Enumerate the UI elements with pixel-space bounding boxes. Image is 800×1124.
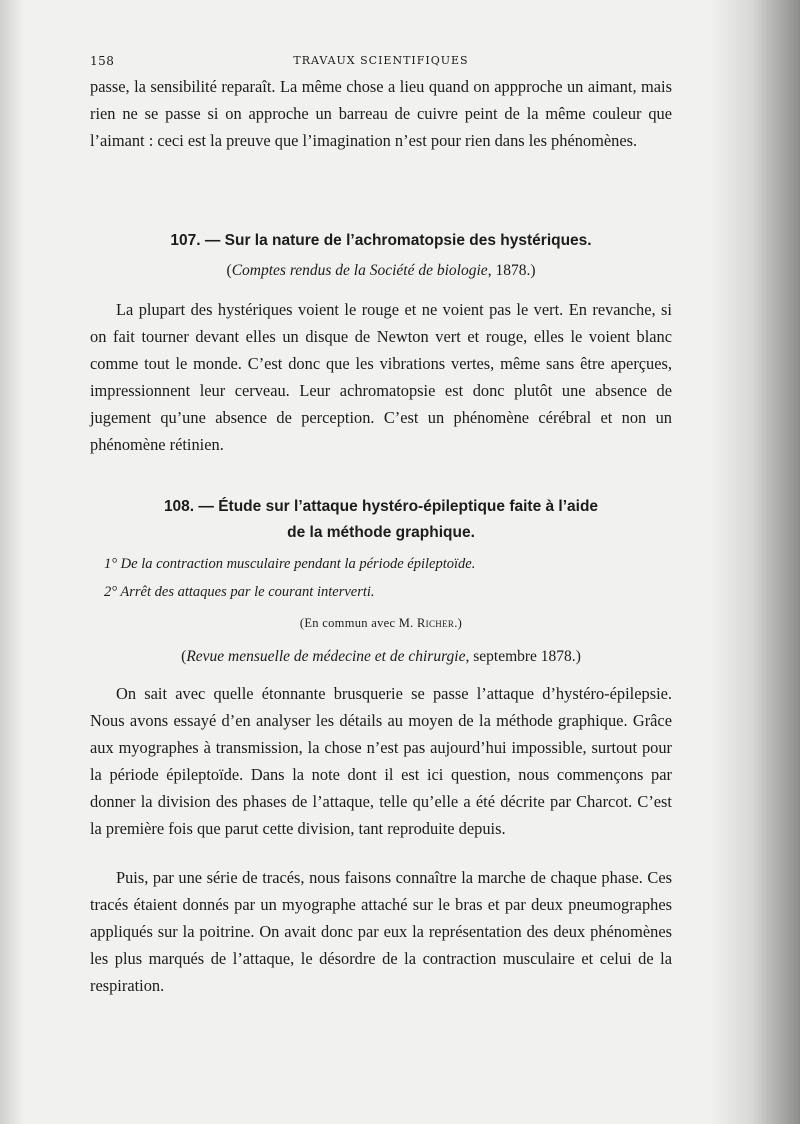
section-107-year: , 1878. [487,262,531,279]
section-107-paragraph: La plupart des hystériques voient le rouge et ne voient pas le vert. En revanche, si on fait tourner devant elles un disque de Newton vert et rouge, elles le voient blanc comme tout le monde. C’est donc que les vibrations vertes, même sans être aperçues, impressionnent leur cerveau. Leur achromatopsie est donc plutôt une absence de jugement qu’une absence de perception. C’est un phénomène cérébral et non un phénomène rétinien. [90,300,672,454]
page-number: 158 [90,54,115,68]
section-108-citation: (Revue mensuelle de médecine et de chirurgie, septembre 1878.) [181,648,581,665]
section-108-paragraph-2: Puis, par une série de tracés, nous faisons connaître la marche de chaque phase. Ces tracés étaient donnés par un myographe attaché sur le bras et par deux pneumographes appliqués sur la poitrine. On avait donc par eux la représentation des deux phénomènes les plus marqués de l’attaque, le désordre de la contraction musculaire et celui de la respiration. [90,868,672,995]
section-108-journal: Revue mensuelle de médecine et de chirurgie [186,648,466,665]
section-108-date: , septembre 1878. [465,648,576,665]
page-header [90,54,672,72]
section-107-title: 107. — Sur la nature de l’achromatopsie des hystériques. [170,232,592,249]
section-108-paragraph-1: On sait avec quelle étonnante brusquerie se passe l’attaque d’hystéro-épilepsie. Nous avons essayé d’en analyser les détails au moyen de la méthode graphique. Grâce aux myographes à transmission, la chose n’est pas aujourd’hui impossible, surtout pour la période épileptoïde. Dans la note dont il est ici question, nous commençons par donner la division des phases de l’attaque, telle qu’elle a été décrite par Charcot. C’est la première fois que parut cette division, tant reproduite depuis. [90,684,672,838]
running-title: TRAVAUX SCIENTIFIQUES [293,54,469,67]
section-108-title-line1: 108. — Étude sur l’attaque hystéro-épileptique faite à l’aide [163,498,599,515]
collaborator-name: Richer [417,616,455,630]
intro-paragraph: passe, la sensibilité reparaît. La même chose a lieu quand on appproche un aimant, mais rien ne se passe si on approche un barreau de cuivre peint de la même couleur que l’aimant : ceci est la preuve que l’imagination n’est pour rien dans les phénomènes. [90,77,672,150]
section-108-item-1: 1° De la contraction musculaire pendant la période épileptoïde. [104,556,476,572]
page-edge-shadow-left [0,0,24,1124]
section-108-collaboration: (En commun avec M. Richer.) [299,616,463,630]
section-107-citation: (Comptes rendus de la Société de biologie, 1878.) [226,262,536,279]
section-108-title-line2: de la méthode graphique. [287,524,475,541]
section-108-title [90,494,672,546]
section-108-item-2: 2° Arrêt des attaques par le courant interverti. [104,584,375,600]
section-107-journal: Comptes rendus de la Société de biologie [231,262,488,279]
page-edge-shadow-right [710,0,800,1124]
